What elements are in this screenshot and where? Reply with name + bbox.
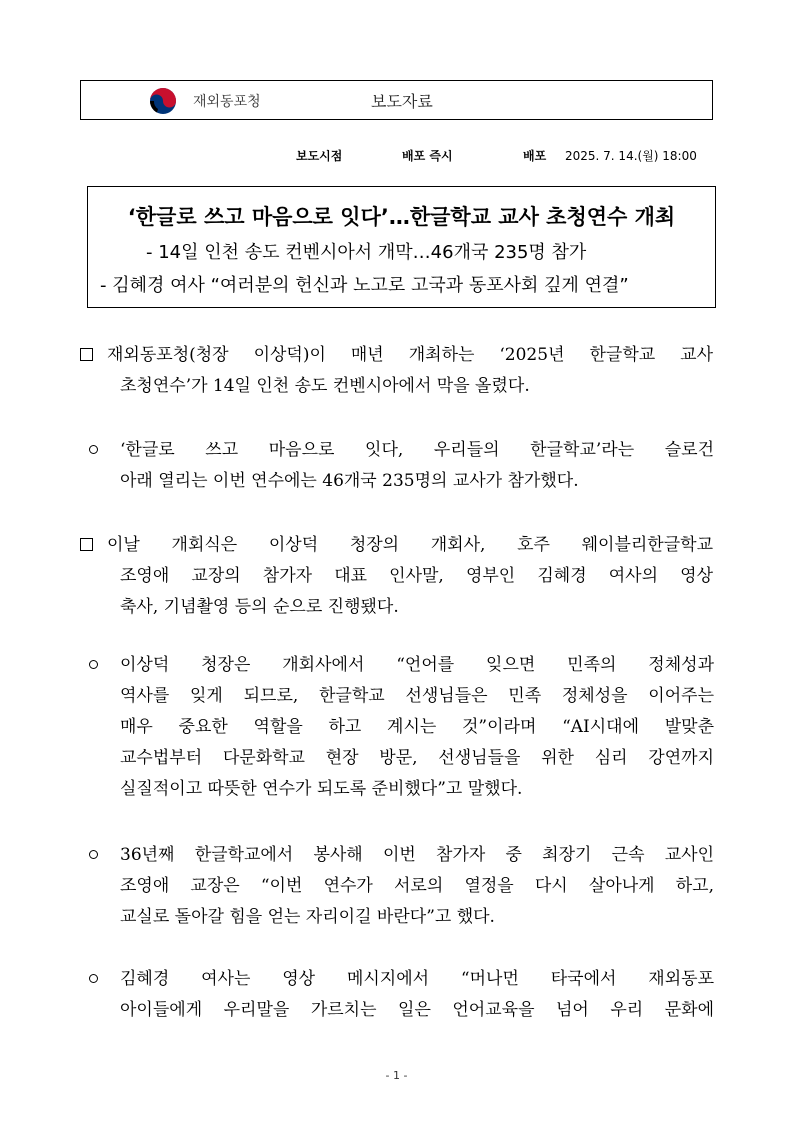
paragraph-4 — [120, 650, 714, 805]
paragraph-3-cont — [120, 561, 713, 623]
circle-bullet-icon — [89, 850, 98, 859]
paragraph-line: 실질적이고 따뜻한 연수가 되도록 준비했다”고 말했다. — [120, 779, 523, 799]
headline-subtitle-1: - 14일 인천 송도 컨벤시아서 개막…46개국 235명 참가 — [146, 242, 587, 263]
paragraph-6 — [120, 964, 714, 1026]
paragraph-line: 역사를 잊게 되므로, 한글학교 선생님들은 민족 정체성을 이어주는 — [120, 686, 714, 706]
square-bullet-icon — [80, 538, 93, 551]
paragraph-3 — [107, 530, 713, 561]
org-name: 재외동포청 — [193, 94, 261, 110]
paragraph-line: 조영애 교장의 참가자 대표 인사말, 영부인 김혜경 여사의 영상 — [120, 566, 713, 586]
release-time-label: 보도시점 — [296, 149, 343, 163]
paragraph-1 — [107, 340, 713, 371]
paragraph-line: 축사, 기념촬영 등의 순으로 진행됐다. — [120, 597, 399, 617]
paragraph-2-cont — [120, 466, 579, 497]
government-logo-icon — [148, 86, 178, 116]
headline-title: ‘한글로 쓰고 마음으로 잇다’…한글학교 교사 초청연수 개최 — [127, 205, 676, 229]
paragraph-2 — [120, 435, 714, 466]
paragraph-line: 재외동포청(청장 이상덕)이 매년 개최하는 ‘2025년 한글학교 교사 — [107, 345, 713, 365]
distribution-label: 배포 — [523, 149, 547, 163]
paragraph-line: 교실로 돌아갈 힘을 얻는 자리이길 바란다”고 했다. — [120, 907, 495, 927]
headline-subtitle-2: - 김혜경 여사 “여러분의 헌신과 노고로 고국과 동포사회 깊게 연결” — [100, 275, 629, 296]
paragraph-line: 36년째 한글학교에서 봉사해 이번 참가자 중 최장기 근속 교사인 — [120, 845, 714, 865]
document-type-label: 보도자료 — [371, 92, 433, 111]
paragraph-line: 교수법부터 다문화학교 현장 방문, 선생님들을 위한 심리 강연까지 — [120, 748, 714, 768]
paragraph-line: 매우 중요한 역할을 하고 계시는 것”이라며 “AI시대에 발맞춘 — [120, 717, 714, 737]
paragraph-line: 아래 열리는 이번 연수에는 46개국 235명의 교사가 참가했다. — [120, 471, 579, 491]
paragraph-line: 이상덕 청장은 개회사에서 “언어를 잊으면 민족의 정체성과 — [120, 655, 714, 675]
page-number: - 1 - — [385, 1069, 408, 1082]
paragraph-line: ‘한글로 쓰고 마음으로 잇다, 우리들의 한글학교’라는 슬로건 — [120, 440, 714, 460]
square-bullet-icon — [80, 348, 93, 361]
paragraph-5 — [120, 840, 714, 933]
headline-box — [87, 186, 716, 308]
paragraph-line: 초청연수’가 14일 인천 송도 컨벤시아에서 막을 올렸다. — [120, 376, 530, 396]
circle-bullet-icon — [89, 660, 98, 669]
paragraph-line: 이날 개회식은 이상덕 청장의 개회사, 호주 웨이블리한글학교 — [107, 535, 713, 555]
release-time-value: 배포 즉시 — [402, 149, 453, 163]
paragraph-1-cont — [120, 371, 530, 402]
circle-bullet-icon — [89, 445, 98, 454]
paragraph-line: 김혜경 여사는 영상 메시지에서 “머나먼 타국에서 재외동포 — [120, 969, 714, 989]
header-box — [80, 80, 713, 120]
paragraph-line: 조영애 교장은 “이번 연수가 서로의 열정을 다시 살아나게 하고, — [120, 876, 714, 896]
distribution-date: 2025. 7. 14.(월) 18:00 — [565, 149, 697, 163]
circle-bullet-icon — [89, 974, 98, 983]
paragraph-line: 아이들에게 우리말을 가르치는 일은 언어교육을 넘어 우리 문화에 — [120, 1000, 714, 1020]
